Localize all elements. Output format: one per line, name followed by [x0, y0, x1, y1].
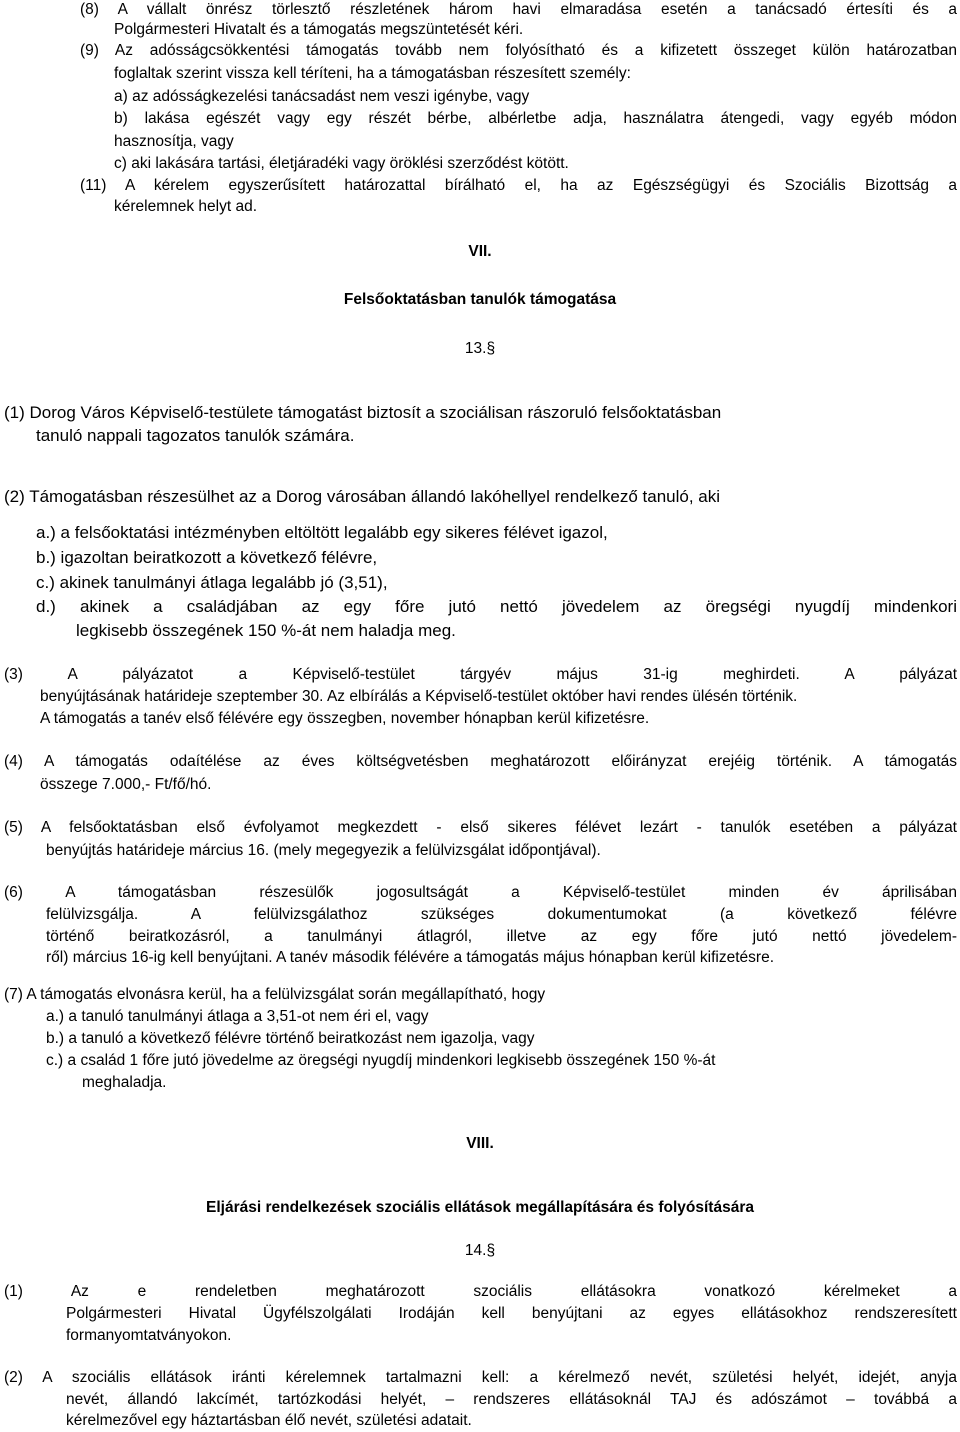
s12-p9-line1: (9) Az adósságcsökkentési támogatás tovább nem folyósítható és a kifizetett összeget külön határozatban — [80, 42, 957, 59]
s12-p9-line2: foglaltak szerint vissza kell téríteni, ha a támogatásban részesített személy: — [114, 65, 631, 82]
section-14-heading: 14.§ — [464, 1242, 496, 1259]
s13-p4-line1: (4) A támogatás odaítélése az éves költségvetésben meghatározott előirányzat erejéig történik. A támogatás — [4, 753, 957, 770]
s13-p5-line2: benyújtás határideje március 16. (mely megegyezik a felülvizsgálat időpontjával). — [46, 842, 601, 859]
s14-p1-line2: Polgármesteri Hivatal Ügyfélszolgálati Irodáján kell benyújtani az egyes ellátásokhoz rendszeresített — [66, 1305, 957, 1322]
chapter-8-title: Eljárási rendelkezések szociális ellátások megállapítására és folyósítására — [206, 1199, 754, 1216]
s13-p2-item-d-line1: d.) akinek a családjában az egy főre jutó nettó jövedelem az öregségi nyugdíj mindenkori — [36, 597, 957, 616]
s13-p7-item-a: a.) a tanuló tanulmányi átlaga a 3,51-ot nem éri el, vagy — [46, 1008, 429, 1025]
s14-p2-line2: nevét, állandó lakcímét, tartózkodási helyét, – rendszeres ellátásoknál TAJ és adószámot – továbbá a — [66, 1391, 957, 1408]
s13-p3-line3: A támogatás a tanév első félévére egy összegben, november hónapban kerül kifizetésre. — [40, 710, 650, 727]
s12-p11-line2: kérelemnek helyt ad. — [114, 198, 258, 215]
chapter-7-numeral: VII. — [468, 243, 492, 260]
s13-p1-line2: tanuló nappali tagozatos tanulók számára. — [36, 426, 355, 445]
s13-p7-item-c-line1: c.) a család 1 főre jutó jövedelme az öregségi nyugdíj mindenkori legkisebb összegének 150 %-át — [46, 1052, 716, 1069]
s13-p4-line2: összege 7.000,- Ft/fő/hó. — [40, 776, 212, 793]
s13-p1-line1: (1) Dorog Város Képviselő-testülete támogatást biztosít a szociálisan rászoruló felsőoktatásban — [4, 403, 722, 422]
s13-p3-line1: (3) A pályázatot a Képviselő-testület tárgyév május 31-ig meghirdeti. A pályázat — [4, 666, 957, 683]
s13-p7-item-b: b.) a tanuló a következő félévre történő beiratkozást nem igazolja, vagy — [46, 1030, 535, 1047]
s13-p7-item-c-line2: meghaladja. — [82, 1074, 167, 1091]
s13-p2: (2) Támogatásban részesülhet az a Dorog városában állandó lakóhellyel rendelkező tanuló, aki — [4, 487, 721, 506]
s13-p2-item-b: b.) igazoltan beiratkozott a következő félévre, — [36, 548, 378, 567]
s13-p2-item-c: c.) akinek tanulmányi átlaga legalább jó (3,51), — [36, 573, 388, 592]
section-13-heading: 13.§ — [464, 340, 496, 357]
s13-p6-line1: (6) A támogatásban részesülők jogosultságát a Képviselő-testület minden év áprilisában — [4, 884, 957, 901]
s13-p6-line3: történő beiratkozásról, a tanulmányi átlagról, illetve az egy főre jutó nettó jövedelem- — [46, 928, 957, 945]
s14-p2-line1: (2) A szociális ellátások iránti kérelemnek tartalmazni kell: a kérelmező nevét, születési helyét, idejét, anyja — [4, 1369, 957, 1386]
s12-p11-line1: (11) A kérelem egyszerűsített határozattal bírálható el, ha az Egészségügyi és Szociális Bizottság a — [80, 177, 957, 194]
chapter-8-numeral: VIII. — [466, 1135, 494, 1152]
s14-p1-line1: (1) Az e rendeletben meghatározott szociális ellátásokra vonatkozó kérelmeket a — [4, 1283, 957, 1300]
s12-p8-line2: Polgármesteri Hivatalt és a támogatás megszüntetését kéri. — [114, 21, 524, 38]
s13-p2-item-d-line2: legkisebb összegének 150 %-át nem haladja meg. — [76, 621, 456, 640]
s13-p6-line4: ről) március 16-ig kell benyújtani. A tanév második félévére a támogatás május hónapban kerül kifizetésre. — [46, 949, 775, 966]
s12-p8-line1: (8) A vállalt önrész törlesztő részletének három havi elmaradása esetén a tanácsadó értesíti és a — [80, 1, 957, 18]
s13-p2-item-a: a.) a felsőoktatási intézményben eltöltött legalább egy sikeres félévet igazol, — [36, 523, 608, 542]
s13-p7: (7) A támogatás elvonásra kerül, ha a felülvizsgálat során megállapítható, hogy — [4, 986, 546, 1003]
s13-p3-line2: benyújtásának határideje szeptember 30. Az elbírálás a Képviselő-testület október havi rendes ülésén történik. — [40, 688, 798, 705]
s13-p5-line1: (5) A felsőoktatásban első évfolyamot megkezdett - első sikeres félévet lezárt - tanulók esetében a pályázat — [4, 819, 957, 836]
s12-p9-item-b-line2: hasznosítja, vagy — [114, 133, 234, 150]
s12-p9-item-c: c) aki lakására tartási, életjáradéki vagy öröklési szerződést kötött. — [114, 155, 569, 172]
s14-p1-line3: formanyomtatványokon. — [66, 1327, 232, 1344]
chapter-7-title: Felsőoktatásban tanulók támogatása — [343, 291, 617, 308]
s12-p9-item-b-line1: b) lakása egészét vagy egy részét bérbe, albérletbe adja, használatra átengedi, vagy egyéb módon — [114, 110, 957, 127]
s12-p9-item-a: a) az adósságkezelési tanácsadást nem veszi igénybe, vagy — [114, 88, 530, 105]
s14-p2-line3: kérelmezővel egy háztartásban élő nevét, születési adatait. — [66, 1412, 472, 1429]
s13-p6-line2: felülvizsgálja. A felülvizsgálathoz szükséges dokumentumokat (a következő félévre — [46, 906, 957, 923]
